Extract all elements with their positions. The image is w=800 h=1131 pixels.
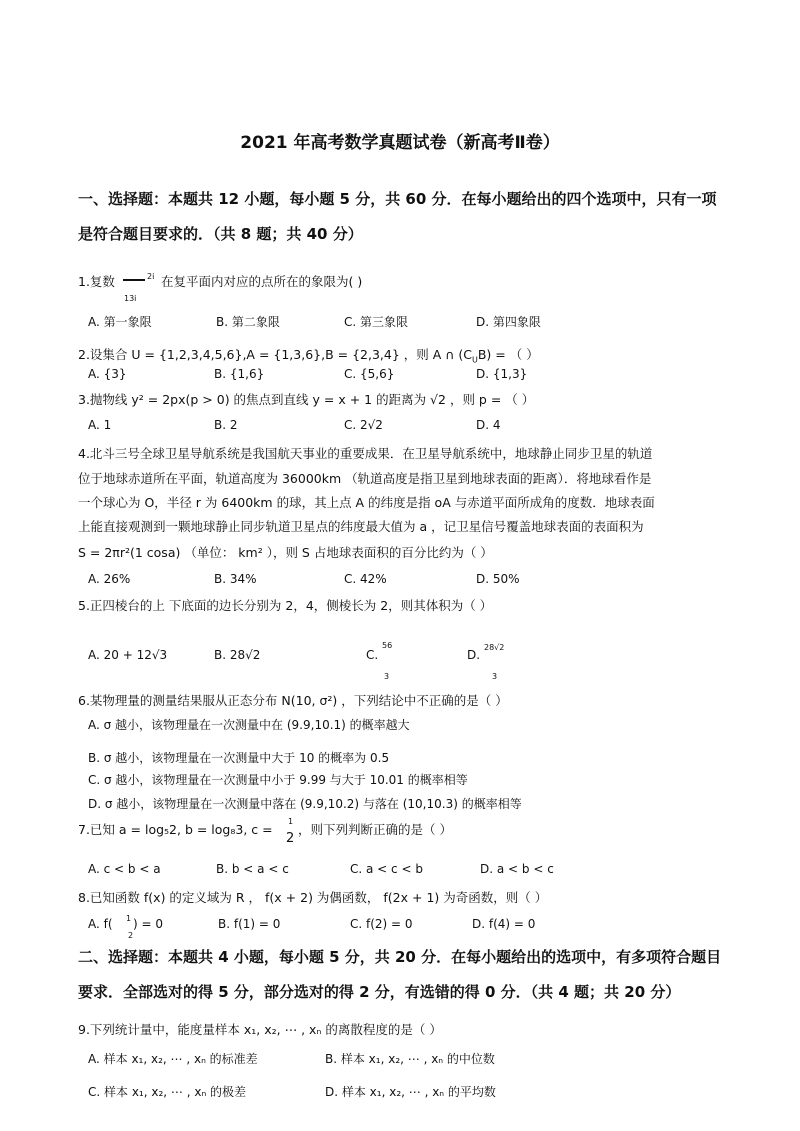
question-8-option-a-numerator: 1 (126, 914, 132, 923)
question-2-option-d: D. {1,3} (476, 367, 528, 381)
question-7-option-b: B. b < a < c (216, 862, 289, 876)
question-8-option-a-denominator: 2 (128, 931, 134, 940)
question-4-option-d: D. 50% (476, 572, 520, 586)
question-7-stem-b: ，则下列判断正确的是（ ） (298, 822, 452, 837)
section-1-header: 一、选择题：本题共 12 小题，每小题 5 分，共 60 分．在每小题给出的四个选项中，只有一项是符合题目要求的．（共 8 题；共 40 分） (78, 190, 717, 243)
question-9-stem: 9.下列统计量中，能度量样本 x₁, x₂, ⋯ , xₙ 的离散程度的是（ ） (78, 1022, 442, 1037)
question-2-stem-a: 2.设集合 U = {1,2,3,4,5,6},A = {1,3,6},B = {2,3,4} ，则 A ∩ (C (78, 347, 472, 362)
question-9-option-c: C. 样本 x₁, x₂, ⋯ , xₙ 的极差 (88, 1085, 247, 1099)
question-2-complement-sub: U (472, 355, 478, 365)
question-5-option-c: C. (366, 648, 379, 662)
question-2-stem-b: B) = （ ） (477, 347, 539, 362)
page-title: 2021 年高考数学真题试卷（新高考Ⅱ卷） (240, 133, 560, 153)
question-9-option-d: D. 样本 x₁, x₂, ⋯ , xₙ 的平均数 (325, 1085, 496, 1099)
question-2-option-c: C. {5,6} (344, 367, 395, 381)
question-3-option-a: A. 1 (88, 418, 112, 432)
question-1-stem-a: 1.复数 (78, 274, 115, 289)
question-4-line-2: 位于地球赤道所在平面，轨道高度为 36000km （轨道高度是指卫星到地球表面的距离）．将地球看作是 (78, 471, 652, 486)
question-2-option-a: A. {3} (88, 367, 127, 381)
question-3-option-d: D. 4 (476, 418, 501, 432)
question-6-stem: 6.某物理量的测量结果服从正态分布 N(10, σ²) ，下列结论中不正确的是（ ） (78, 693, 508, 708)
question-4-line-1: 4.北斗三号全球卫星导航系统是我国航天事业的重要成果．在卫星导航系统中，地球静止同步卫星的轨道 (78, 446, 653, 461)
question-8-option-a-prefix: A. f( (88, 917, 113, 931)
question-5-option-a: A. 20 + 12√3 (88, 648, 168, 662)
question-5-option-d-numerator: 28√2 (484, 643, 505, 652)
question-1-option-a: A. 第一象限 (88, 315, 152, 329)
question-7-stem-a: 7.已知 a = log₅2, b = log₈3, c = (78, 822, 273, 837)
question-1-option-b: B. 第二象限 (216, 315, 280, 329)
question-1-option-c: C. 第三象限 (344, 315, 409, 329)
question-8-stem: 8.已知函数 f(x) 的定义域为 R ， f(x + 2) 为偶函数， f(2x + 1) 为奇函数，则（ ） (78, 890, 548, 905)
section-2-header: 二、选择题：本题共 4 小题，每小题 5 分，共 20 分．在每小题给出的选项中，有多项符合题目要求．全部选对的得 5 分，部分选对的得 2 分，有选错的得 0 分．（共 4 题；共 20 分） (78, 948, 722, 1001)
question-7-option-a: A. c < b < a (88, 862, 161, 876)
question-5-option-d-denominator: 3 (492, 672, 498, 681)
question-4-option-b: B. 34% (214, 572, 257, 586)
question-7-c-numerator: 1 (288, 817, 294, 826)
question-4-line-4: 上能直接观测到一颗地球静止同步轨道卫星点的纬度最大值为 a ，记卫星信号覆盖地球表面的表面积为 (78, 519, 644, 534)
question-6-option-d: D. σ 越小，该物理量在一次测量中落在 (9.9,10.2) 与落在 (10,10.3) 的概率相等 (88, 797, 522, 811)
question-8-option-d: D. f(4) = 0 (472, 917, 536, 931)
question-6-option-c: C. σ 越小，该物理量在一次测量中小于 9.99 与大于 10.01 的概率相等 (88, 773, 468, 787)
question-7-option-c: C. a < c < b (350, 862, 423, 876)
question-3-stem: 3.抛物线 y² = 2px(p > 0) 的焦点到直线 y = x + 1 的距离为 √2 ，则 p = （ ） (78, 392, 535, 407)
question-2-option-b: B. {1,6} (214, 367, 265, 381)
question-7-option-d: D. a < b < c (480, 862, 554, 876)
question-9-option-a: A. 样本 x₁, x₂, ⋯ , xₙ 的标准差 (88, 1052, 258, 1066)
question-1-stem-b: 在复平面内对应的点所在的象限为( ) (161, 274, 363, 289)
question-5-option-b: B. 28√2 (214, 648, 261, 662)
question-1-option-d: D. 第四象限 (476, 315, 541, 329)
question-9-option-b: B. 样本 x₁, x₂, ⋯ , xₙ 的中位数 (325, 1052, 495, 1066)
question-5-option-c-numerator: 56 (382, 641, 393, 650)
question-6-option-a: A. σ 越小，该物理量在一次测量中在 (9.9,10.1) 的概率越大 (88, 718, 410, 732)
question-8-option-c: C. f(2) = 0 (350, 917, 413, 931)
question-5-stem: 5.正四棱台的上 下底面的边长分别为 2，4，侧棱长为 2，则其体积为（ ） (78, 598, 493, 613)
question-1-numerator: 2i (147, 272, 155, 281)
fraction-bar (123, 279, 145, 281)
question-5-option-d: D. (467, 648, 481, 662)
question-8-option-b: B. f(1) = 0 (218, 917, 281, 931)
question-2-stem (78, 345, 539, 365)
question-8-option-a-suffix: ) = 0 (133, 917, 163, 931)
question-6-option-b: B. σ 越小，该物理量在一次测量中大于 10 的概率为 0.5 (88, 751, 390, 765)
question-5-option-c-denominator: 3 (384, 672, 390, 681)
question-1-denominator: 13i (124, 294, 137, 303)
question-4-line-3: 一个球心为 O，半径 r 为 6400km 的球，其上点 A 的纬度是指 oA 与赤道平面所成角的度数．地球表面 (78, 495, 655, 510)
question-4-line-5: S = 2πr²(1 cosa) （单位： km² ），则 S 占地球表面积的百分比约为（ ） (78, 545, 493, 560)
question-4-option-c: C. 42% (344, 572, 387, 586)
question-7-c-denominator: 2 (286, 831, 295, 846)
question-4-option-a: A. 26% (88, 572, 131, 586)
question-3-option-b: B. 2 (214, 418, 238, 432)
question-3-option-c: C. 2√2 (344, 418, 383, 432)
